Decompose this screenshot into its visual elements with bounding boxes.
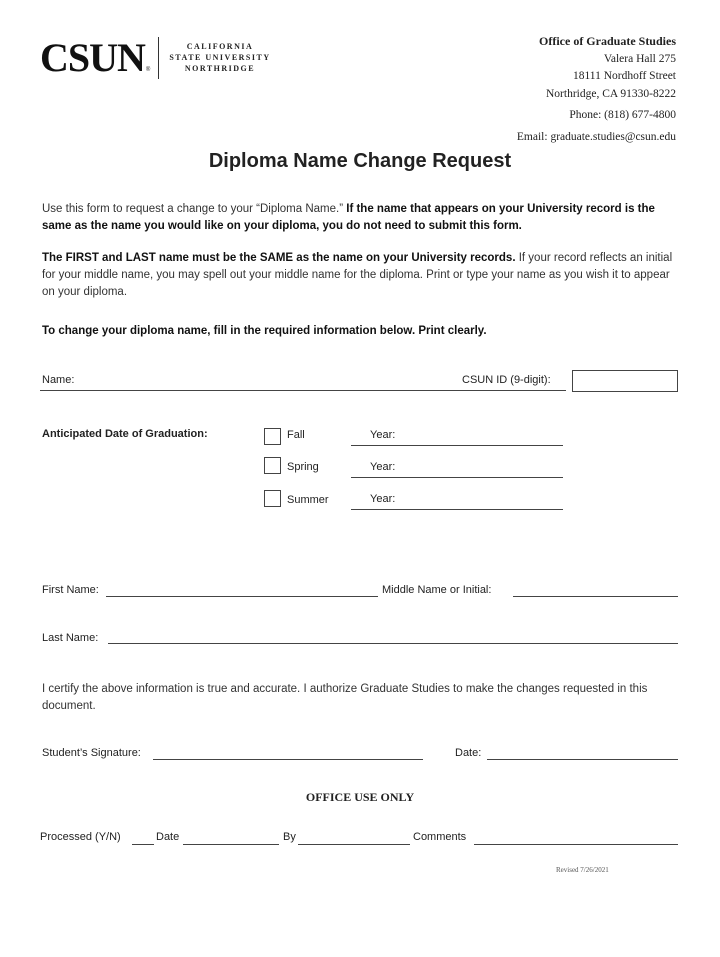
logo-subtitle bbox=[169, 41, 270, 74]
fall-checkbox[interactable] bbox=[264, 428, 281, 445]
name-rule-bold-text: The FIRST and LAST name must be the SAME as the name on your University records. bbox=[42, 252, 516, 264]
fall-year-label: Year: bbox=[370, 429, 396, 441]
summer-year-label: Year: bbox=[370, 493, 396, 505]
signature-date-label: Date: bbox=[455, 747, 482, 759]
office-title: Office of Graduate Studies bbox=[539, 34, 676, 48]
csun-logo bbox=[40, 34, 271, 81]
processed-field[interactable] bbox=[132, 844, 154, 845]
office-address-block bbox=[517, 33, 676, 146]
signature-field[interactable] bbox=[153, 759, 423, 760]
intro-text: Use this form to request a change to your “Diploma Name.” bbox=[42, 203, 347, 215]
logo-registered-mark: ® bbox=[145, 67, 151, 73]
logo-divider bbox=[158, 37, 159, 79]
fall-label: Fall bbox=[287, 429, 305, 441]
logo-line-1: CALIFORNIA bbox=[186, 42, 254, 51]
intro-paragraph bbox=[42, 201, 682, 235]
logo-line-3: NORTHRIDGE bbox=[184, 64, 256, 73]
csun-id-field[interactable] bbox=[572, 370, 678, 392]
office-phone: Phone: (818) 677-4800 bbox=[569, 109, 676, 121]
summer-year-field[interactable] bbox=[351, 509, 563, 510]
fall-year-field[interactable] bbox=[351, 445, 563, 446]
signature-label: Student’s Signature: bbox=[42, 747, 141, 759]
spring-label: Spring bbox=[287, 461, 319, 473]
spring-year-field[interactable] bbox=[351, 477, 563, 478]
last-name-label: Last Name: bbox=[42, 632, 99, 644]
name-label: Name: bbox=[42, 374, 75, 386]
office-date-label: Date bbox=[156, 831, 180, 843]
office-by-label: By bbox=[283, 831, 296, 843]
office-comments-field[interactable] bbox=[474, 844, 678, 845]
middle-name-label: Middle Name or Initial: bbox=[382, 584, 492, 596]
revised-date: Revised 7/26/2021 bbox=[556, 866, 609, 874]
office-date-field[interactable] bbox=[183, 844, 279, 845]
office-use-heading: OFFICE USE ONLY bbox=[305, 790, 415, 804]
name-rule-paragraph bbox=[42, 250, 682, 301]
office-email: Email: graduate.studies@csun.edu bbox=[516, 130, 676, 143]
spring-year-label: Year: bbox=[370, 461, 396, 473]
intro-bold-text: If the name that appears on your University record is the same as the name you would like on your diploma, you do not need to submit this form. bbox=[42, 203, 655, 232]
logo-wordmark: CSUN bbox=[40, 35, 145, 80]
middle-name-field[interactable] bbox=[513, 596, 678, 597]
office-building: Valera Hall 275 bbox=[603, 52, 676, 65]
spring-checkbox[interactable] bbox=[264, 457, 281, 474]
summer-checkbox[interactable] bbox=[264, 490, 281, 507]
processed-label: Processed (Y/N) bbox=[40, 831, 121, 843]
last-name-field[interactable] bbox=[108, 643, 678, 644]
certify-text: I certify the above information is true and accurate. I authorize Graduate Studies to make the changes requested in this document. bbox=[42, 683, 648, 712]
logo-line-2: STATE UNIVERSITY bbox=[169, 53, 271, 62]
first-name-label: First Name: bbox=[42, 584, 99, 596]
instruction-text: To change your diploma name, fill in the required information below. Print clearly. bbox=[42, 325, 487, 337]
name-field[interactable] bbox=[40, 390, 566, 391]
office-comments-label: Comments bbox=[413, 831, 467, 843]
summer-label: Summer bbox=[287, 494, 329, 506]
office-city: Northridge, CA 91330-8222 bbox=[545, 87, 676, 100]
name-rule-text: If your record reflects an initial for your middle name, you may spell out your middle name for the diploma. Print or type your name as you wish it to appear on your diploma. bbox=[42, 252, 673, 298]
office-by-field[interactable] bbox=[298, 844, 410, 845]
signature-date-field[interactable] bbox=[487, 759, 678, 760]
csun-id-label: CSUN ID (9-digit): bbox=[462, 374, 551, 386]
graduation-label: Anticipated Date of Graduation: bbox=[42, 428, 208, 440]
office-street: 18111 Nordhoff Street bbox=[572, 70, 676, 82]
page-title: Diploma Name Change Request bbox=[208, 150, 512, 172]
first-name-field[interactable] bbox=[106, 596, 378, 597]
